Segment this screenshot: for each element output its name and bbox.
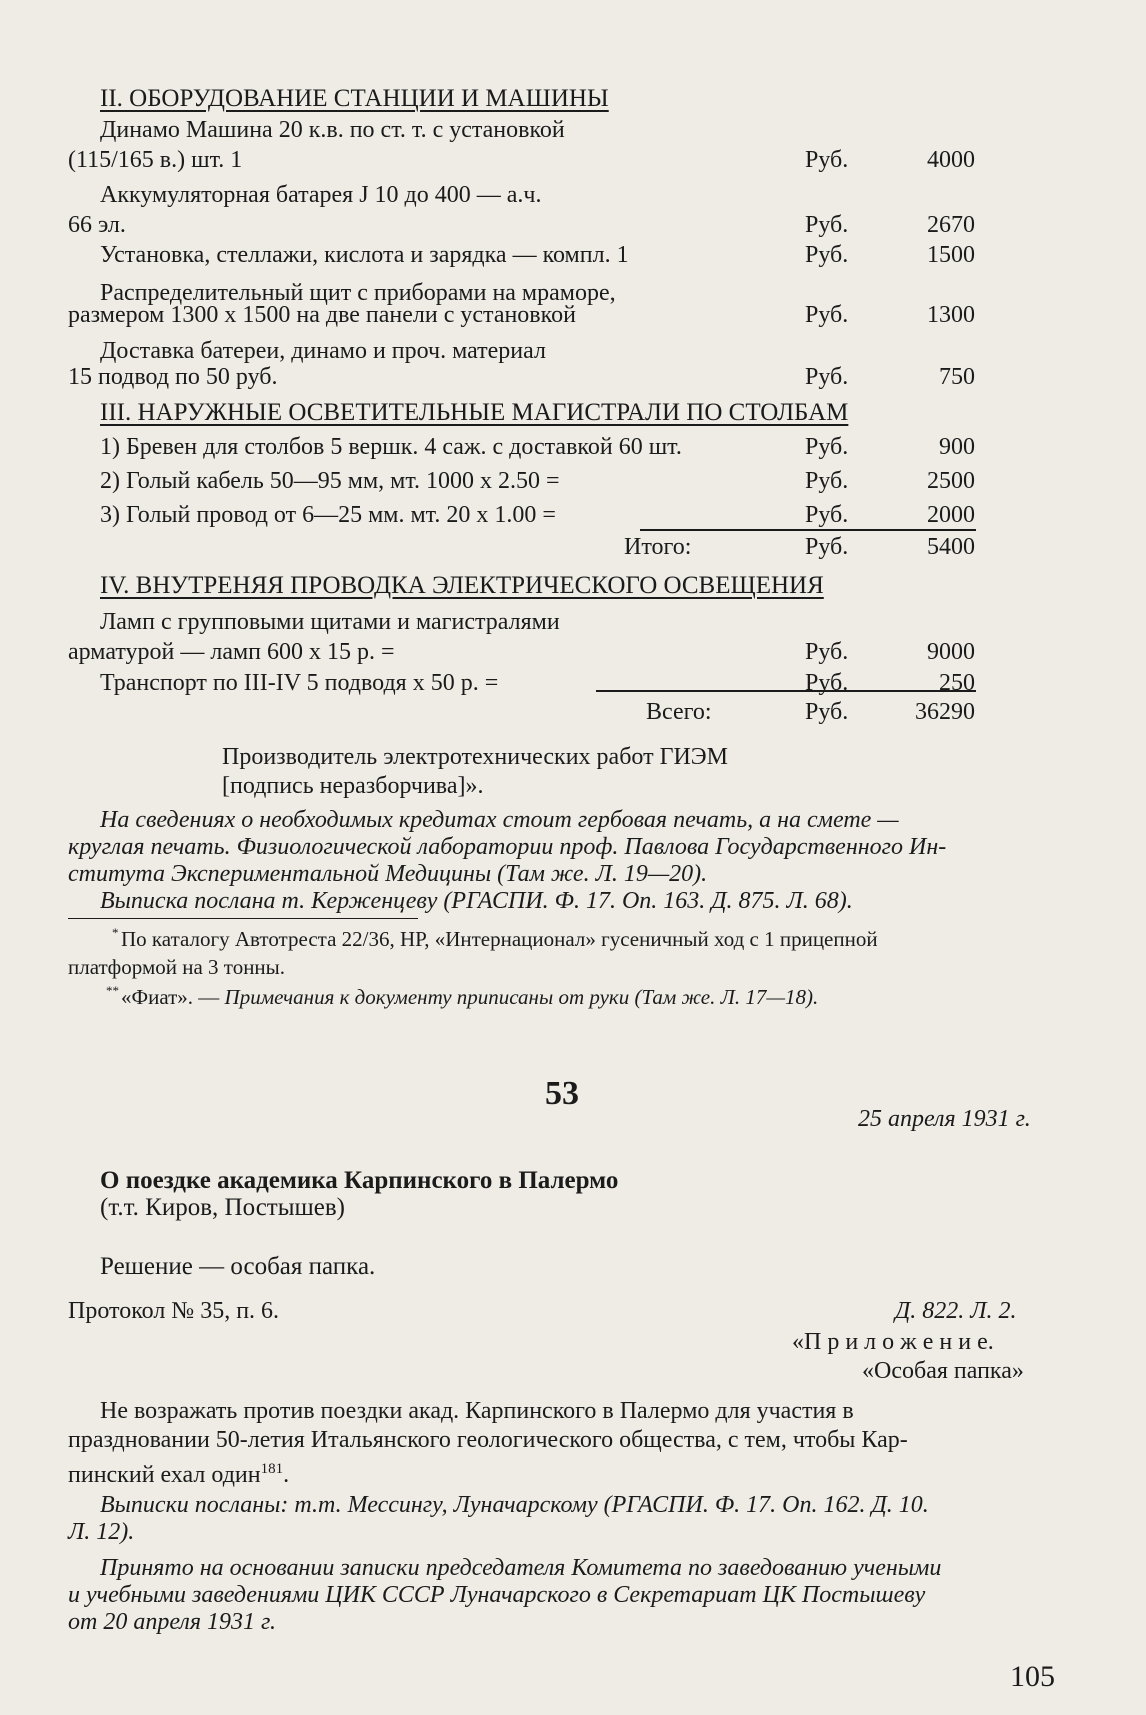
item-panel-amount: 1300 [927,302,975,328]
item-delivery-line2: 15 подвод по 50 руб. [68,364,278,390]
subtotal-label: Итого: [624,534,692,560]
document-number: 53 [545,1075,579,1112]
basis-line2: и учебными заведениями ЦИК СССР Луначарского в Секретариат ЦК Постышеву [68,1582,926,1608]
decision-body-line1: Не возражать против поездки акад. Карпинского в Палермо для участия в [100,1398,854,1424]
item-battery-amount: 2670 [927,212,975,238]
item-install-currency: Руб. [805,242,849,268]
appendix-heading: «П р и л о ж е н и е. [792,1329,994,1355]
excerpts-line2: Л. 12). [68,1519,135,1545]
item-wire-amount: 2000 [927,502,975,528]
grand-total-label: Всего: [646,699,712,725]
item-dynamo-line2: (115/165 в.) шт. 1 [68,147,243,173]
item-logs-amount: 900 [939,434,975,460]
item-battery-line2: 66 эл. [68,212,126,238]
item-panel-line2: размером 1300 x 1500 на две панели с установкой [68,302,576,328]
document-date: 25 апреля 1931 г. [858,1106,1031,1132]
signature-title: Производитель электротехнических работ ГИЭМ [222,744,728,770]
item-cable-text: 2) Голый кабель 50—95 мм, мт. 1000 x 2.50 = [100,468,560,494]
item-battery-currency: Руб. [805,212,849,238]
section-3-heading: III. НАРУЖНЫЕ ОСВЕТИТЕЛЬНЫЕ МАГИСТРАЛИ ПО СТОЛБАМ [100,399,849,426]
footnote-ref-181: 181 [260,1461,284,1477]
item-wire-currency: Руб. [805,502,849,528]
item-dynamo-line1: Динамо Машина 20 к.в. по ст. т. с установкой [100,117,565,143]
item-lamps-amount: 9000 [927,639,975,665]
footnote-2-mark: ** [106,983,119,998]
special-folder-label: «Особая папка» [862,1358,1024,1384]
section-4-heading: IV. ВНУТРЕНЯЯ ПРОВОДКА ЭЛЕКТРИЧЕСКОГО ОСВЕЩЕНИЯ [100,572,824,599]
footnote-rule [68,918,418,919]
stamp-remark-line1: На сведениях о необходимых кредитах стоит гербовая печать, а на смете — [100,807,899,833]
protocol-line: Протокол № 35, п. 6. [68,1298,280,1324]
decision-body-end: . [283,1462,290,1488]
protocol-reference: Д. 822. Л. 2. [895,1298,1017,1324]
signature-note: [подпись неразборчива]». [222,773,484,799]
footnote-2-text [121,983,818,1011]
decision-line: Решение — особая папка. [100,1253,376,1280]
basis-line3: от 20 апреля 1931 г. [68,1609,277,1635]
footnote-1-line2: платформой на 3 тонны. [68,955,286,979]
stamp-remark-line2: круглая печать. Физиологической лаборатории проф. Павлова Государственного Ин- [68,834,947,860]
document-title: О поездке академика Карпинского в Палермо [100,1167,619,1194]
grand-total-currency: Руб. [805,699,849,725]
item-install-amount: 1500 [927,242,975,268]
item-transport-currency: Руб. [805,670,849,696]
decision-body-line2: праздновании 50-летия Итальянского геологического общества, с тем, чтобы Кар- [68,1427,908,1453]
item-delivery-amount: 750 [939,364,975,390]
grand-total-amount: 36290 [915,699,975,725]
item-dynamo-amount: 4000 [927,147,975,173]
footnote-2-italic: Примечания к документу приписаны от руки (Там же. Л. 17—18). [224,985,819,1009]
item-install-line1: Установка, стеллажи, кислота и зарядка — компл. 1 [100,242,629,268]
item-delivery-currency: Руб. [805,364,849,390]
grand-total-rule [596,690,976,692]
item-panel-line1: Распределительный щит с приборами на мраморе, [100,280,616,306]
basis-line1: Принято на основании записки председателя Комитета по заведованию учеными [100,1555,942,1581]
excerpt-remark: Выписка послана т. Керженцеву (РГАСПИ. Ф. 17. Оп. 163. Д. 875. Л. 68). [100,888,853,914]
item-battery-line1: Аккумуляторная батарея J 10 до 400 — а.ч. [100,182,542,208]
stamp-remark-line3: ститута Экспериментальной Медицины (Там же. Л. 19—20). [68,861,708,887]
subtotal-amount: 5400 [927,534,975,560]
item-panel-currency: Руб. [805,302,849,328]
item-logs-text: 1) Бревен для столбов 5 вершк. 4 саж. с доставкой 60 шт. [100,434,682,460]
item-lamps-line2: арматурой — ламп 600 x 15 р. = [68,639,395,665]
decision-body-line3 [68,1454,289,1490]
item-transport-amount: 250 [939,670,975,696]
document-participants: (т.т. Киров, Постышев) [100,1194,345,1221]
decision-body-text: пинский ехал один [68,1462,261,1488]
item-cable-amount: 2500 [927,468,975,494]
item-cable-currency: Руб. [805,468,849,494]
item-lamps-currency: Руб. [805,639,849,665]
item-lamps-line1: Ламп с групповыми щитами и магистралями [100,609,560,635]
item-delivery-line1: Доставка батереи, динамо и проч. материал [100,338,546,364]
footnote-2-plain: «Фиат». — [121,985,220,1009]
item-logs-currency: Руб. [805,434,849,460]
footnote-1-line1: По каталогу Автотреста 22/36, НР, «Интернационал» гусеничный ход с 1 прицепной [121,927,878,951]
subtotal-currency: Руб. [805,534,849,560]
item-dynamo-currency: Руб. [805,147,849,173]
subtotal-rule [640,529,976,531]
section-2-heading: II. ОБОРУДОВАНИЕ СТАНЦИИ И МАШИНЫ [100,85,609,112]
item-transport-text: Транспорт по III-IV 5 подводя x 50 р. = [100,670,499,696]
footnote-1-mark: * [112,925,119,940]
page-number: 105 [1010,1660,1055,1693]
item-wire-text: 3) Голый провод от 6—25 мм. мт. 20 x 1.00 = [100,502,556,528]
excerpts-line1: Выписки посланы: т.т. Мессингу, Луначарскому (РГАСПИ. Ф. 17. Оп. 162. Д. 10. [100,1492,929,1518]
